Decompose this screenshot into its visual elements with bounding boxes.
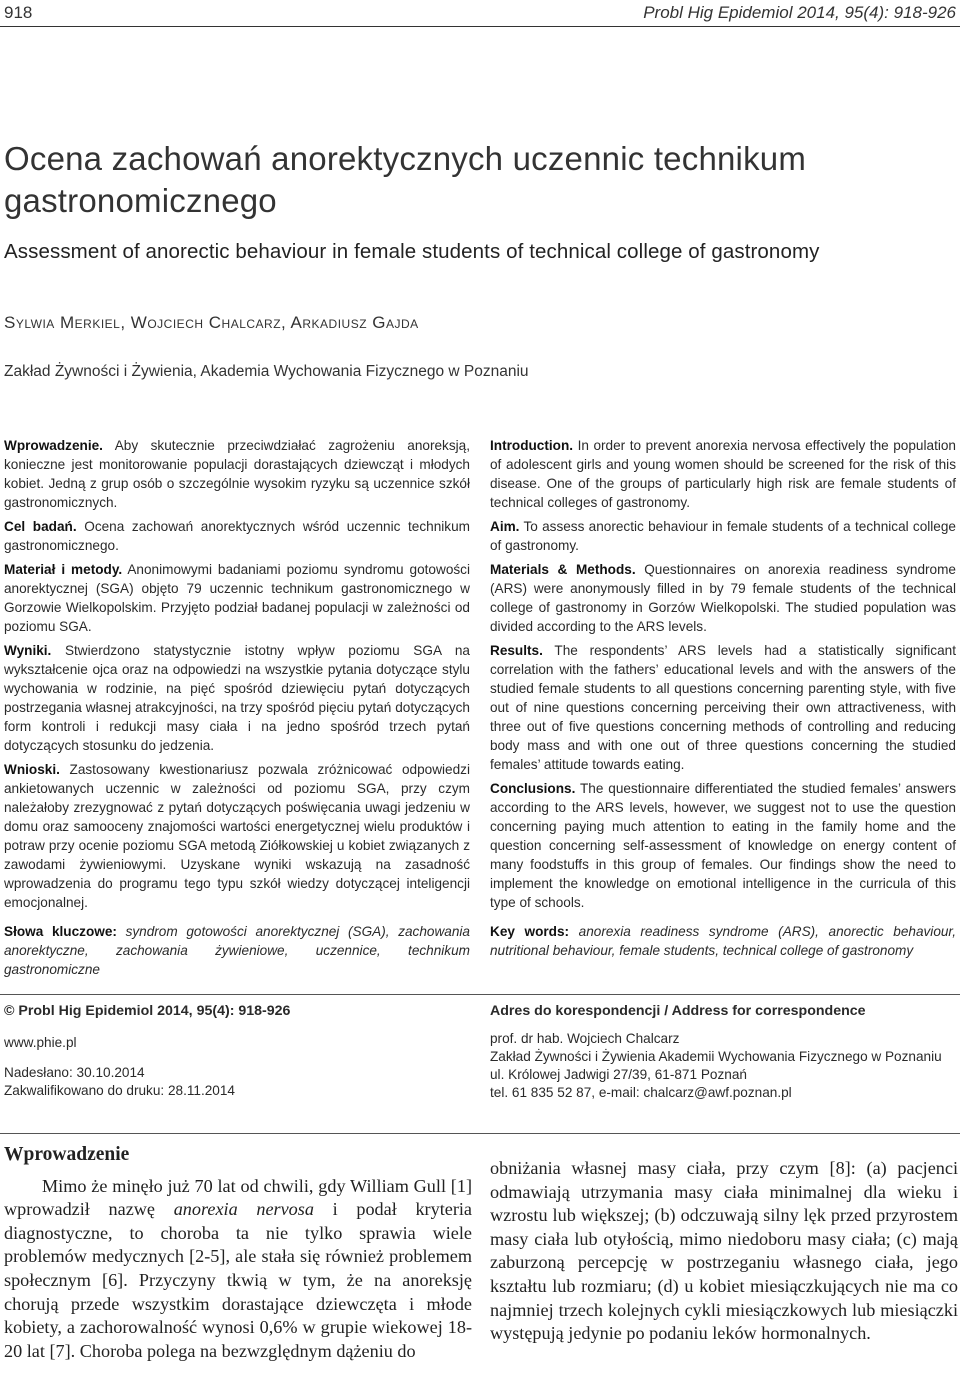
correspondence-block <box>490 1002 956 1102</box>
abstract-en-introduction <box>490 436 956 512</box>
body-italic-term: anorexia nervosa <box>173 1199 314 1220</box>
abstract-polish <box>4 436 470 984</box>
abstract-en-results <box>490 641 956 774</box>
copyright-line: © Probl Hig Epidemiol 2014, 95(4): 918-926 <box>4 1003 291 1019</box>
section-label: Introduction. <box>490 438 574 453</box>
section-label: Materiał i metody. <box>4 562 123 577</box>
keywords-text: syndrom gotowości anorektycznej (SGA), zachowania anorektyczne, zachowania żywieniowe, uczennice, technikum gastronomiczne <box>4 924 470 977</box>
body-text: Mimo że minęło już 70 lat od chwili, gdy William Gull [1] wprowadził nazwę <box>4 1175 472 1220</box>
publication-info <box>4 1002 470 1100</box>
abstract-pl-results <box>4 641 470 755</box>
abstract-pl-keywords <box>4 922 470 979</box>
correspondence-name: prof. dr hab. Wojciech Chalcarz <box>490 1031 680 1046</box>
abstract-pl-methods <box>4 560 470 636</box>
section-text: In order to prevent anorexia nervosa effectively the population of adolescent girls and young women should be screened for the risk of this disease. One of the groups of particularly high risk are female students of technical colleges of gastronomy. <box>490 438 956 510</box>
divider <box>0 994 960 995</box>
keywords-text: anorexia readiness syndrome (ARS), anorectic behaviour, nutritional behaviour, female students, technical college of gastronomy <box>490 924 956 958</box>
abstract-pl-aim <box>4 517 470 555</box>
body-paragraph: obniżania własnej masy ciała, przy czym [8]: (a) pacjenci odmawiają utrzymania masy ciała minimalnej dla wieku i wzrostu lub większej; (b) odczuwają silny lęk przed przyrostem masy ciała lub otyłością, mimo niedoboru masy ciała; (c) mają zaburzoną percepcję w postrzeganiu własnego ciała, jego kształtu lub rozmiaru; (d) u kobiet miesiączkujących nie ma co najmniej trzech kolejnych cykli miesiączkowych lub miesiączki występują jedynie po podaniu leków hormonalnych. <box>490 1158 958 1344</box>
section-title: Wprowadzenie <box>4 1144 130 1165</box>
body-paragraph <box>4 1175 472 1364</box>
article-title: Ocena zachowań anorektycznych uczennic technikum gastronomicznego <box>4 140 807 219</box>
abstract-en-methods <box>490 560 956 636</box>
correspondence-institution: Zakład Żywności i Żywienia Akademii Wychowania Fizycznego w Poznaniu <box>490 1049 942 1064</box>
abstract-pl-introduction <box>4 436 470 512</box>
running-head <box>0 0 960 27</box>
body-column-left <box>4 1143 472 1363</box>
section-label: Conclusions. <box>490 781 576 796</box>
author-list: Sylwia Merkiel, Wojciech Chalcarz, Arkadiusz Gajda <box>4 313 419 332</box>
body-column-right <box>490 1157 958 1346</box>
section-text: To assess anorectic behaviour in female students of a technical college of gastronomy. <box>490 519 956 553</box>
keywords-label: Key words: <box>490 924 570 939</box>
website-link[interactable]: www.phie.pl <box>4 1035 77 1050</box>
section-text: Questionnaires on anorexia readiness syndrome (ARS) were anonymously filled in by 79 female students of the technical college of gastronomy in Gorzów Wielkopolski. The studied population was divided according to the ARS levels. <box>490 562 956 634</box>
correspondence-heading: Adres do korespondencji / Address for correspondence <box>490 1003 866 1019</box>
abstract-en-conclusions <box>490 779 956 912</box>
section-text: Ocena zachowań anorektycznych wśród uczennic technikum gastronomicznego. <box>4 519 470 553</box>
section-text: Zastosowany kwestionariusz pozwala zróżnicować odpowiedzi ankietowanych uczennic w zależności od poziomu SGA, przy czym należałoby zrezygnować z pytań dotyczących poświęcania uwagi jedzeniu w domu oraz samooceny znajomości wartości energetycznej wielu produktów i potraw przy ocenie poziomu SGA metodą Ziółkowskiej u kobiet związanych z zawodami żywieniowymi. Uzyskane wyniki wskazują na zasadność wprowadzenia do programu tego typu szkół wiedzy dotyczącej inteligencji emocjonalnej. <box>4 762 470 910</box>
divider <box>0 1133 960 1134</box>
correspondence-contact: tel. 61 835 52 87, e-mail: chalcarz@awf.poznan.pl <box>490 1085 792 1100</box>
section-label: Aim. <box>490 519 520 534</box>
article-subtitle: Assessment of anorectic behaviour in female students of technical college of gastronomy <box>4 240 820 263</box>
keywords-label: Słowa kluczowe: <box>4 924 117 939</box>
section-label: Wprowadzenie. <box>4 438 103 453</box>
abstract-en-keywords <box>490 922 956 960</box>
section-label: Materials & Methods. <box>490 562 636 577</box>
section-text: Anonimowymi badaniami poziomu syndromu gotowości anorektycznej (SGA) objęto 79 uczennic technikum gastronomicznego w Gorzowie Wielkopolskim. Przyjęto podział badanej populacji w zależności od poziomu SGA. <box>4 562 470 634</box>
correspondence-street: ul. Królowej Jadwigi 27/39, 61-871 Poznań <box>490 1067 747 1082</box>
abstract-pl-conclusions <box>4 760 470 912</box>
section-label: Wnioski. <box>4 762 60 777</box>
abstract-english <box>490 436 956 965</box>
section-label: Results. <box>490 643 543 658</box>
accepted-date: Zakwalifikowano do druku: 28.11.2014 <box>4 1083 235 1098</box>
journal-reference: Probl Hig Epidemiol 2014, 95(4): 918-926 <box>643 3 956 22</box>
page-number: 918 <box>4 3 33 22</box>
section-text: Stwierdzono statystycznie istotny wpływ poziomu SGA na wykształcenie ojca oraz na odpowiedzi na wszystkie pytania dotyczące stylu wychowania w rodzinie, na pięć spośród dziewięciu pytań dotyczących postrzegania własnej atrakcyjności, na trzy spośród pięciu pytań dotyczących form kontroli i redukcji masy ciała i na jedno spośród trzech pytań dotyczących stosunku do jedzenia. <box>4 643 470 753</box>
affiliation: Zakład Żywności i Żywienia, Akademia Wychowania Fizycznego w Poznaniu <box>4 363 529 380</box>
section-label: Wyniki. <box>4 643 52 658</box>
section-label: Cel badań. <box>4 519 77 534</box>
section-text: The respondents’ ARS levels had a statistically significant correlation with the fathers’ educational levels and with the answers of the studied female students to all questions concerning parenting style, with five out of nine questions concerning perceiving their own attractiveness, with three out of five questions concerning methods of controlling and reducing body mass and with one out of three questions concerning the studied females’ attitude towards eating. <box>490 643 956 772</box>
submitted-date: Nadesłano: 30.10.2014 <box>4 1065 145 1080</box>
body-text: i podał kryteria diagnostyczne, to choroba ta nie tylko sprawia wiele problemów medycznych [2-5], ale stała się również problemem społecznym [6]. Przyczyny tkwią w tym, że na anoreksję chorują przede wszystkim dorastające dziewczęta i młode kobiety, a zachorowalność wynosi 0,6% w grupie wiekowej 18-20 lat [7]. Choroba polega na bezwzględnym dążeniu do <box>4 1199 473 1361</box>
section-text: Aby skutecznie przeciwdziałać zagrożeniu anoreksją, konieczne jest monitorowanie populacji dorastających dziewcząt i młodych kobiet. Jedną z grup osób o szczególnie wysokim ryzyku są uczennice szkół gastronomicznych. <box>4 438 470 510</box>
section-text: The questionnaire differentiated the studied females’ answers according to the ARS levels, however, we suggest not to use the question concerning paying much attention to eating in the family home and the question concerning self-assessment of knowledge on energy content of many foodstuffs in this group of females. Our findings show the need to implement the knowledge on emotional intelligence in the curricula of this type of schools. <box>490 781 956 910</box>
abstract-en-aim <box>490 517 956 555</box>
